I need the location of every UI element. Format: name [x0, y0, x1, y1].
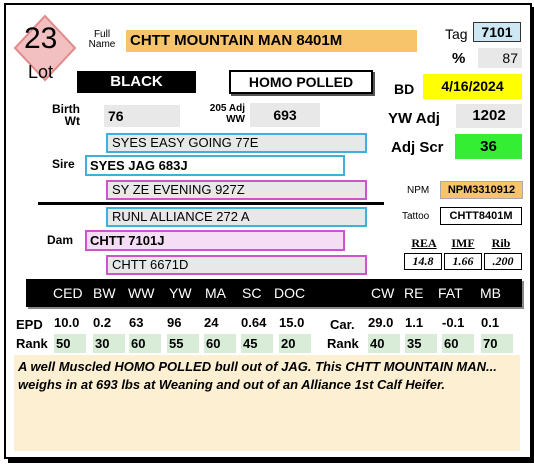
tattoo-value: CHTT8401M — [440, 207, 522, 225]
epd-label: EPD — [16, 317, 43, 332]
epd-header-re: RE — [404, 285, 424, 301]
adj-scr-label: Adj Scr — [391, 139, 444, 156]
epd-value: 96 — [167, 315, 182, 330]
tag-label: Tag — [445, 26, 468, 42]
carcass-rank-value: 35 — [405, 334, 437, 353]
rank-value: 45 — [241, 334, 273, 353]
epd-value: 15.0 — [279, 315, 305, 330]
carcass-value: 1.1 — [405, 315, 424, 330]
rank-value: 30 — [93, 334, 125, 353]
carcass-value: 0.1 — [481, 315, 500, 330]
rank-value: 60 — [204, 334, 236, 353]
carcass-rank-value: 40 — [368, 334, 400, 353]
adj205-value: 693 — [250, 103, 320, 127]
sire-name: SYES JAG 683J — [85, 155, 345, 176]
tattoo-label: Tattoo — [402, 211, 430, 222]
carcass-rank-label: Rank — [327, 336, 359, 351]
carcass-rank-value: 60 — [442, 334, 474, 353]
color-badge: BLACK — [77, 71, 196, 93]
ultrasound-header: REA — [411, 236, 437, 250]
carcass-rank-value: 70 — [481, 334, 513, 353]
rank-label: Rank — [16, 336, 48, 351]
epd-header-fat: FAT — [438, 285, 463, 301]
full-name-label: Full Name — [88, 29, 116, 50]
carcass-label: Car. — [330, 317, 355, 332]
tag-value: 7101 — [473, 22, 521, 42]
epd-header-ma: MA — [205, 285, 226, 301]
ultrasound-header: IMF — [451, 236, 475, 250]
percent-label: % — [452, 50, 466, 67]
epd-value: 63 — [129, 315, 144, 330]
epd-header-mb: MB — [480, 285, 501, 301]
ultrasound-value: .200 — [484, 253, 522, 270]
yw-adj-label: YW Adj — [388, 110, 440, 127]
epd-header-doc: DOC — [274, 285, 306, 301]
bd-value: 4/16/2024 — [423, 74, 522, 99]
lot-number: 23 — [24, 22, 58, 55]
epd-value: 24 — [204, 315, 219, 330]
sire-sire: SYES EASY GOING 77E — [106, 133, 367, 153]
bd-label: BD — [394, 81, 415, 97]
epd-header-cw: CW — [371, 285, 395, 301]
epd-header-bw: BW — [93, 285, 116, 301]
epd-header-ced: CED — [53, 285, 83, 301]
adj205-label: 205 Adj WW — [209, 103, 245, 125]
rank-value: 55 — [167, 334, 199, 353]
rank-value: 20 — [279, 334, 311, 353]
ultrasound-value: 1.66 — [444, 253, 482, 270]
carcass-value: -0.1 — [442, 315, 465, 330]
rank-value: 60 — [129, 334, 161, 353]
pedigree-divider — [38, 202, 384, 205]
ultrasound-value: 14.8 — [404, 253, 442, 270]
epd-value: 10.0 — [54, 315, 80, 330]
dam-dam: CHTT 6671D — [106, 255, 367, 275]
dam-name: CHTT 7101J — [85, 230, 345, 251]
percent-value: 87 — [478, 48, 522, 68]
comment-text: A well Muscled HOMO POLLED bull out of JAG. This CHTT MOUNTAIN MAN... weighs in at 693 lbs at Weaning and out of an Alliance 1st Calf Heifer. — [14, 355, 520, 451]
carcass-value: 29.0 — [368, 315, 394, 330]
birth-wt-label: Birth Wt — [52, 102, 80, 128]
ultrasound-table — [404, 236, 522, 270]
polled-badge: HOMO POLLED — [229, 70, 373, 94]
epd-header-sc: SC — [242, 285, 262, 301]
yw-adj-value: 1202 — [456, 104, 522, 128]
dam-label: Dam — [47, 233, 74, 247]
full-name-value: CHTT MOUNTAIN MAN 8401M — [126, 30, 417, 52]
epd-header-ww: WW — [128, 285, 155, 301]
epd-header-yw: YW — [169, 285, 192, 301]
birth-wt-value: 76 — [104, 105, 180, 127]
npm-value: NPM3310912 — [440, 181, 523, 199]
lot-label: Lot — [28, 62, 54, 82]
dam-sire: RUNL ALLIANCE 272 A — [106, 207, 367, 227]
adj-scr-value: 36 — [455, 134, 522, 159]
epd-value: 0.2 — [93, 315, 112, 330]
ultrasound-header: Rib — [491, 236, 511, 250]
epd-value: 0.64 — [241, 315, 267, 330]
rank-value: 50 — [54, 334, 86, 353]
sire-label: Sire — [52, 157, 75, 171]
npm-label: NPM — [407, 185, 430, 196]
sire-dam: SY ZE EVENING 927Z — [106, 180, 367, 200]
